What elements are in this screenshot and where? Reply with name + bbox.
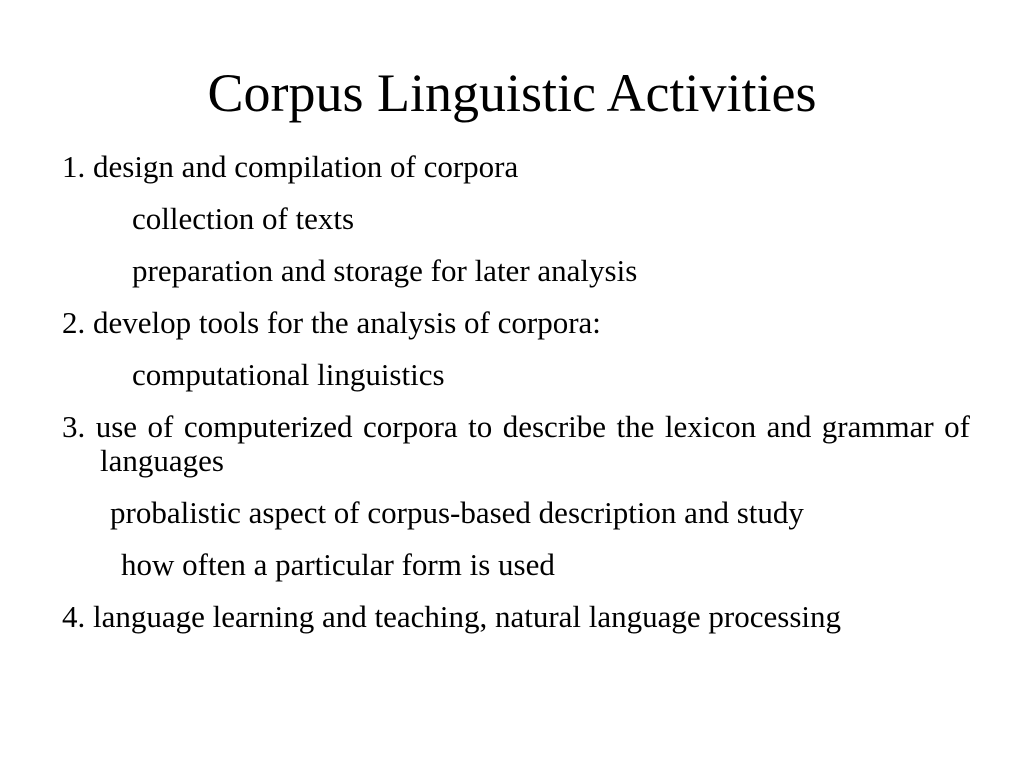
list-item-4: 4. language learning and teaching, natural language processing — [62, 599, 842, 634]
list-item-1: 1. design and compilation of corpora — [62, 149, 519, 184]
sub-item-computational: computational linguistics — [132, 357, 445, 392]
slide-body — [62, 150, 970, 652]
list-item-3: 3. use of computerized corpora to describe the lexicon and grammar of languages — [62, 409, 970, 478]
sub-item-preparation: preparation and storage for later analysis — [132, 253, 638, 288]
list-item-2: 2. develop tools for the analysis of corpora: — [62, 305, 601, 340]
sub-item-probalistic: probalistic aspect of corpus-based description and study — [110, 495, 804, 530]
slide-title: Corpus Linguistic Activities — [207, 63, 817, 123]
sub-item-how-often: how often a particular form is used — [121, 547, 555, 582]
sub-item-collection: collection of texts — [132, 201, 355, 236]
